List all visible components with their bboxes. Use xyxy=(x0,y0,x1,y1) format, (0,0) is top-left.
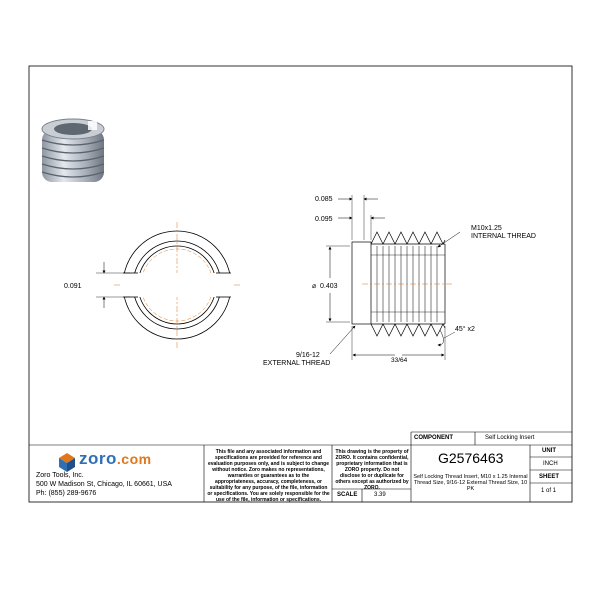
external-thread-top xyxy=(371,232,445,244)
dim-403: 0.403 xyxy=(320,283,338,290)
brand-logo-text xyxy=(79,449,152,469)
unit-label: UNIT xyxy=(542,448,556,454)
part-description: Self Locking Thread Insert, M10 x 1.25 Internal Thread Size, 9/16-12 External Thread Size, 10 PK xyxy=(413,474,528,492)
dim-length: 33/64 xyxy=(391,357,408,364)
component-label: COMPONENT xyxy=(414,435,453,441)
front-view xyxy=(96,222,240,348)
external-thread-label: EXTERNAL THREAD xyxy=(263,360,331,367)
component-value: Self Locking Insert xyxy=(485,435,535,441)
side-flange xyxy=(352,242,371,324)
company-phone: Ph: (855) 289-9676 xyxy=(36,490,97,497)
dim-085: 0.085 xyxy=(315,196,333,203)
dim-095: 0.095 xyxy=(315,216,333,223)
sheet-label: SHEET xyxy=(539,474,560,480)
brand-main: zoro xyxy=(79,449,117,468)
dim-091: 0.091 xyxy=(64,283,82,290)
zoro-logo-icon xyxy=(59,453,75,472)
dim-chamfer: 45° x2 xyxy=(455,326,475,333)
disclaimer-text: This file and any associated information and specifications are provided for reference and evaluation purposes only, and is subject to change without notice. Zoro makes no representations, warranties or guarantees as to the appropriateness, accuracy, completeness, or suitability for any purpose, of the file, information or specifications. You are solely responsible for the use of the file, information or specifications. xyxy=(207,449,330,503)
front-slot xyxy=(122,273,232,297)
internal-thread-spec: M10x1.25 xyxy=(471,225,502,232)
scale-label: SCALE xyxy=(337,492,358,498)
dim-diameter-symbol: ⌀ xyxy=(312,283,317,290)
company-address: 500 W Madison St, Chicago, IL 60661, USA xyxy=(36,481,172,488)
external-thread-spec: 9/16-12 xyxy=(296,352,320,359)
unit-value: INCH xyxy=(543,461,558,467)
internal-thread-label: INTERNAL THREAD xyxy=(471,233,536,240)
sheet-value: 1 of 1 xyxy=(541,488,557,494)
property-notice-text: This drawing is the property of ZORO. It contains confidential, proprietary information that is ZORO property. Do not disclose to or duplicate for others except as authorized by ZORO. xyxy=(335,449,409,491)
scale-value: 3.39 xyxy=(374,492,386,498)
external-thread-bottom xyxy=(371,324,445,336)
company-name: Zoro Tools, Inc. xyxy=(36,472,84,479)
side-view xyxy=(326,195,460,360)
part-number: G2576463 xyxy=(438,450,504,466)
brand-suffix: .com xyxy=(116,451,152,467)
insert-3d-image xyxy=(42,119,104,182)
